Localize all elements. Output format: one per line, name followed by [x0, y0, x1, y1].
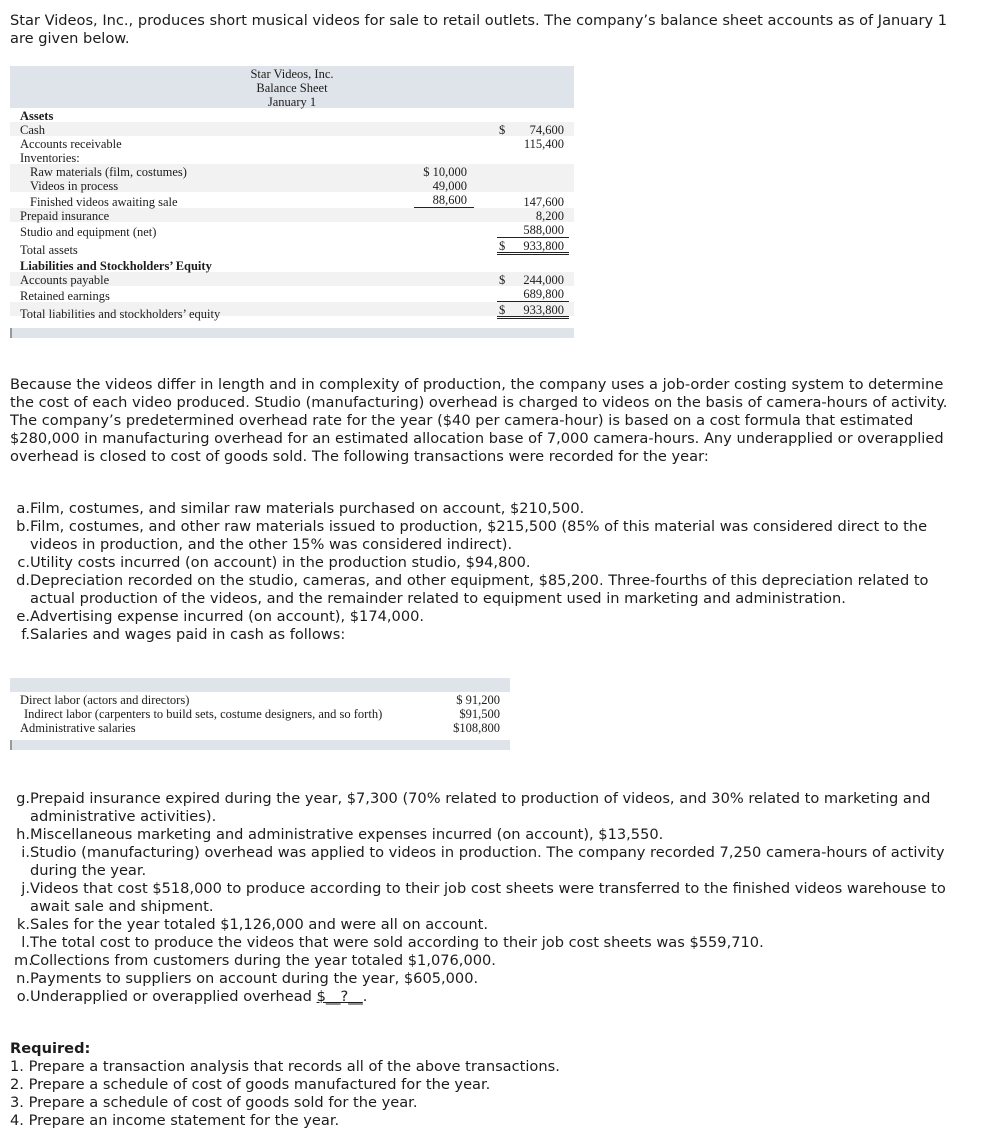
accounts-payable-dollar: $: [499, 273, 506, 287]
transaction-letter: n.: [16, 970, 30, 987]
liabilities-subtotal-rule: [497, 301, 569, 302]
required-item-3: 3. Prepare a schedule of cost of goods sold for the year.: [10, 1094, 418, 1111]
accounts-receivable-label: Accounts receivable: [20, 137, 122, 151]
required-heading: Required:: [10, 1040, 91, 1057]
total-assets-value: 933,800: [523, 239, 564, 253]
transaction-letter: k.: [16, 916, 30, 933]
transaction-text: [30, 988, 960, 1006]
transaction-text: Studio (manufacturing) overhead was applied to videos in production. The company recorded 7,250 camera-hours of activity during the year.: [30, 844, 945, 879]
liabilities-heading: Liabilities and Stockholders’ Equity: [20, 259, 212, 273]
studio-equipment-value: 588,000: [523, 223, 564, 237]
total-liabilities-equity-label: Total liabilities and stockholders’ equity: [20, 307, 221, 321]
assets-subtotal-rule: [497, 237, 569, 238]
inventory-subtotal-rule: [414, 207, 474, 208]
studio-equipment-label: Studio and equipment (net): [20, 225, 157, 239]
intro-paragraph: Star Videos, Inc., produces short musical videos for sale to retail outlets. The company’s balance sheet accounts as of January 1 are given below.: [10, 12, 948, 47]
transaction-text: Prepaid insurance expired during the year, $7,300 (70% related to production of videos, and 30% related to marketing and administrative activities).: [30, 790, 931, 825]
videos-in-process-value: 49,000: [432, 179, 467, 193]
required-item-2: 2. Prepare a schedule of cost of goods manufactured for the year.: [10, 1076, 491, 1093]
costing-paragraph: Because the videos differ in length and in complexity of production, the company uses a job-order costing system to determine the cost of each video produced. Studio (manufacturing) overhead is charged to videos on the basis of camera-hours of activity. The company’s predetermined overhead rate for the year ($40 per camera-hour) is based on a cost formula that estimated $280,000 in manufacturing overhead for an estimated allocation base of 7,000 camera-hours. Any underapplied or overapplied overhead is closed to cost of goods sold. The following transactions were recorded for the year:: [10, 376, 948, 465]
item-o-suffix: .: [362, 988, 368, 1005]
finished-videos-value: 88,600: [432, 193, 467, 207]
transaction-letter: g.: [16, 790, 30, 807]
transaction-letter: a.: [16, 500, 30, 517]
balance-sheet-footer: [10, 328, 574, 338]
transaction-letter: o.: [16, 988, 30, 1005]
overhead-answer-blank: $__?__: [316, 988, 363, 1005]
indirect-labor-value: $91,500: [459, 707, 500, 721]
finished-videos-label: Finished videos awaiting sale: [30, 195, 178, 209]
transaction-letter: f.: [21, 626, 30, 643]
transaction-letter: i.: [21, 844, 30, 861]
prepaid-insurance-label: Prepaid insurance: [20, 209, 110, 223]
total-assets-double-rule: [497, 252, 569, 255]
accounts-payable-value: 244,000: [523, 273, 564, 287]
item-o-prefix: Underapplied or overapplied overhead: [30, 988, 317, 1005]
total-assets-dollar: $: [499, 239, 506, 253]
transaction-letter: d.: [16, 572, 30, 589]
transaction-text: Film, costumes, and other raw materials issued to production, $215,500 (85% of this material was considered direct to the videos in production, and the other 15% was considered indirect).: [30, 518, 928, 553]
transaction-letter: m.: [14, 952, 33, 969]
total-liabilities-equity-value: 933,800: [523, 303, 564, 317]
transaction-text: Videos that cost $518,000 to produce according to their job cost sheets were transferred to the finished videos warehouse to await sale and shipment.: [30, 880, 946, 915]
raw-materials-value: $ 10,000: [423, 165, 467, 179]
cash-label: Cash: [20, 123, 45, 137]
retained-earnings-value: 689,800: [523, 287, 564, 301]
cash-dollar: $: [499, 123, 506, 137]
transaction-letter: e.: [16, 608, 30, 625]
salaries-footer: [10, 740, 510, 750]
assets-heading: Assets: [20, 109, 54, 123]
transaction-letter: c.: [17, 554, 30, 571]
balance-sheet-table: [10, 66, 574, 338]
administrative-salaries-label: Administrative salaries: [20, 721, 136, 735]
videos-in-process-label: Videos in process: [30, 179, 119, 193]
transaction-text: Miscellaneous marketing and administrative expenses incurred (on account), $13,550.: [30, 826, 664, 843]
balance-sheet-date: January 1: [267, 95, 317, 109]
transaction-text: Depreciation recorded on the studio, cameras, and other equipment, $85,200. Three-fourths of this depreciation related to actual production of the videos, and the remainder related to equipment used in marketing and administration.: [30, 572, 929, 607]
transaction-text: Payments to suppliers on account during the year, $605,000.: [30, 970, 479, 987]
cash-value: 74,600: [529, 123, 564, 137]
inventories-total-value: 147,600: [523, 195, 564, 209]
transaction-text: Utility costs incurred (on account) in the production studio, $94,800.: [30, 554, 531, 571]
total-liabilities-double-rule: [497, 316, 569, 319]
balance-sheet-company: Star Videos, Inc.: [250, 67, 334, 81]
total-assets-label: Total assets: [20, 243, 78, 257]
accounts-receivable-value: 115,400: [523, 137, 564, 151]
transaction-letter: h.: [16, 826, 30, 843]
inventories-label: Inventories:: [20, 151, 80, 165]
prepaid-insurance-value: 8,200: [535, 209, 564, 223]
transaction-letter: l.: [21, 934, 30, 951]
transaction-text: Collections from customers during the year totaled $1,076,000.: [30, 952, 496, 969]
row-stripe: [10, 122, 574, 136]
required-item-4: 4. Prepare an income statement for the year.: [10, 1112, 340, 1129]
transaction-text: The total cost to produce the videos that were sold according to their job cost sheets was $559,710.: [30, 934, 764, 951]
transaction-text: Film, costumes, and similar raw materials purchased on account, $210,500.: [30, 500, 585, 517]
required-item-1: 1. Prepare a transaction analysis that records all of the above transactions.: [10, 1058, 560, 1075]
balance-sheet-name: Balance Sheet: [256, 81, 328, 95]
indirect-labor-label: Indirect labor (carpenters to build sets, costume designers, and so forth): [24, 707, 383, 721]
transaction-letter: j.: [21, 880, 30, 897]
salaries-table: [10, 678, 510, 750]
transaction-text: Salaries and wages paid in cash as follows:: [30, 626, 346, 643]
raw-materials-label: Raw materials (film, costumes): [30, 165, 187, 179]
transaction-text: Advertising expense incurred (on account), $174,000.: [30, 608, 425, 625]
total-liabilities-equity-dollar: $: [499, 303, 506, 317]
accounts-payable-label: Accounts payable: [20, 273, 110, 287]
direct-labor-label: Direct labor (actors and directors): [20, 693, 190, 707]
retained-earnings-label: Retained earnings: [20, 289, 110, 303]
transaction-letter: b.: [16, 518, 30, 535]
administrative-salaries-value: $108,800: [453, 721, 500, 735]
transaction-text: Sales for the year totaled $1,126,000 and were all on account.: [30, 916, 489, 933]
salaries-header: [10, 678, 510, 692]
direct-labor-value: $ 91,200: [456, 693, 500, 707]
